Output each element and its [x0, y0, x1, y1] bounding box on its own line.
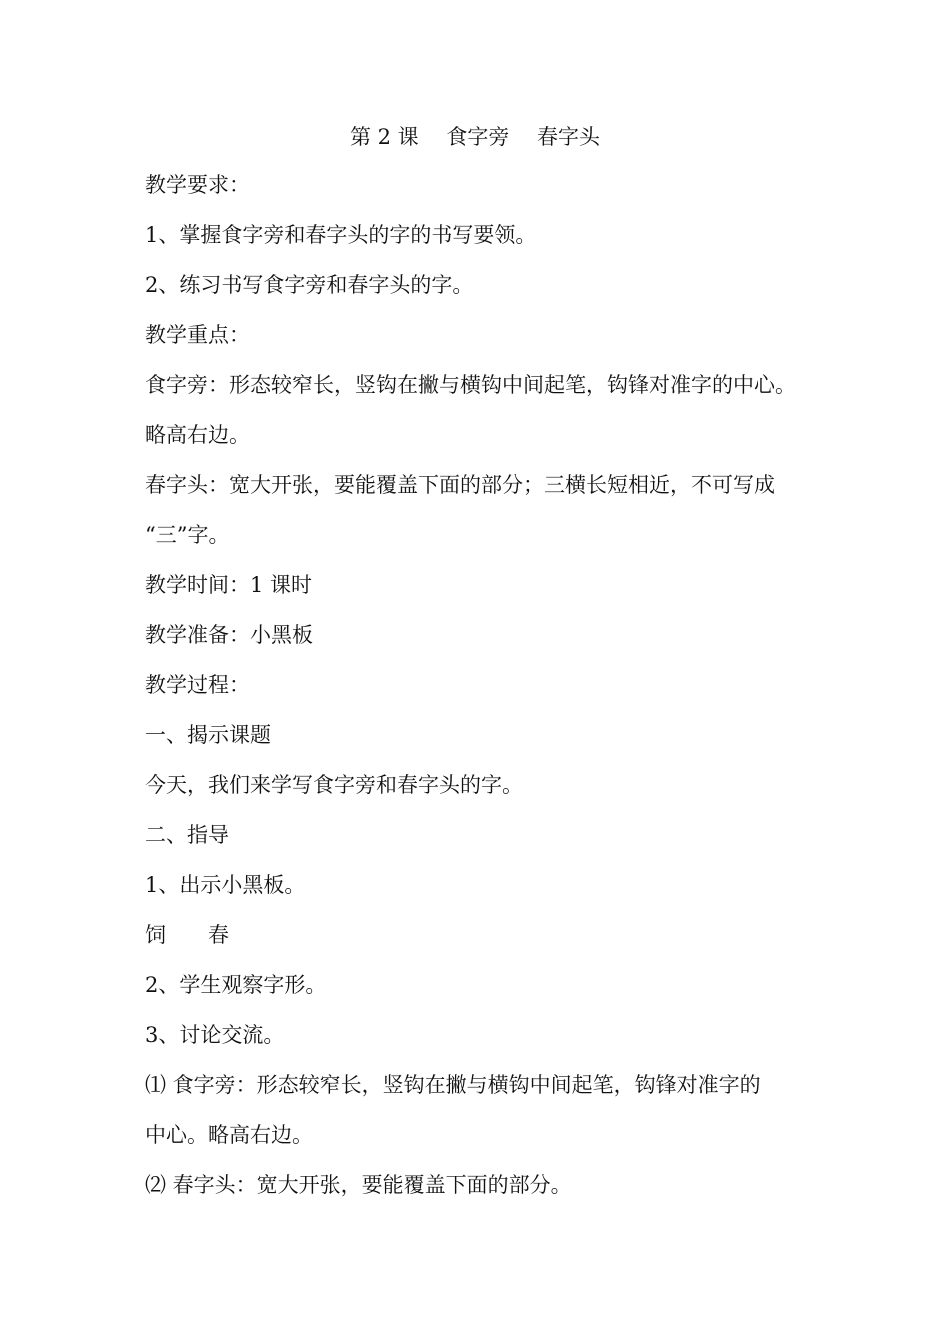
process-step-heading: 二、指导: [145, 823, 229, 847]
process-item: 3、讨论交流。: [145, 1023, 285, 1047]
teaching-preparation: 教学准备：小黑板: [145, 623, 313, 647]
teaching-time: 教学时间：1 课时: [145, 573, 313, 597]
lesson-title: 第 2 课 食字旁 春字头: [349, 125, 601, 149]
key-point-paragraph: 食字旁：形态较窄长，竖钩在撇与横钩中间起笔，钩锋对准字的中心。: [145, 373, 796, 397]
key-point-paragraph-continued: 略高右边。: [145, 423, 250, 447]
section-heading-process: 教学过程：: [145, 673, 250, 697]
process-item: 1、出示小黑板。: [145, 873, 306, 897]
discussion-point: ⑴ 食字旁：形态较窄长，竖钩在撇与横钩中间起笔，钩锋对准字的: [145, 1073, 761, 1097]
section-heading-requirements: 教学要求：: [145, 173, 250, 197]
lesson-body: [145, 168, 815, 1218]
requirement-item: 1、掌握食字旁和春字头的字的书写要领。: [145, 223, 537, 247]
discussion-point: ⑵ 春字头：宽大开张，要能覆盖下面的部分。: [145, 1173, 572, 1197]
key-point-paragraph-continued: “三”字。: [145, 523, 230, 547]
process-item: 2、学生观察字形。: [145, 973, 327, 997]
process-step-heading: 一、揭示课题: [145, 723, 271, 747]
section-heading-key-points: 教学重点：: [145, 323, 250, 347]
key-point-paragraph: 春字头：宽大开张，要能覆盖下面的部分；三横长短相近，不可写成: [145, 473, 775, 497]
requirement-item: 2、练习书写食字旁和春字头的字。: [145, 273, 474, 297]
process-paragraph: 今天，我们来学写食字旁和春字头的字。: [145, 773, 523, 797]
example-characters: 饲 春: [145, 923, 229, 947]
discussion-point-continued: 中心。略高右边。: [145, 1123, 313, 1147]
